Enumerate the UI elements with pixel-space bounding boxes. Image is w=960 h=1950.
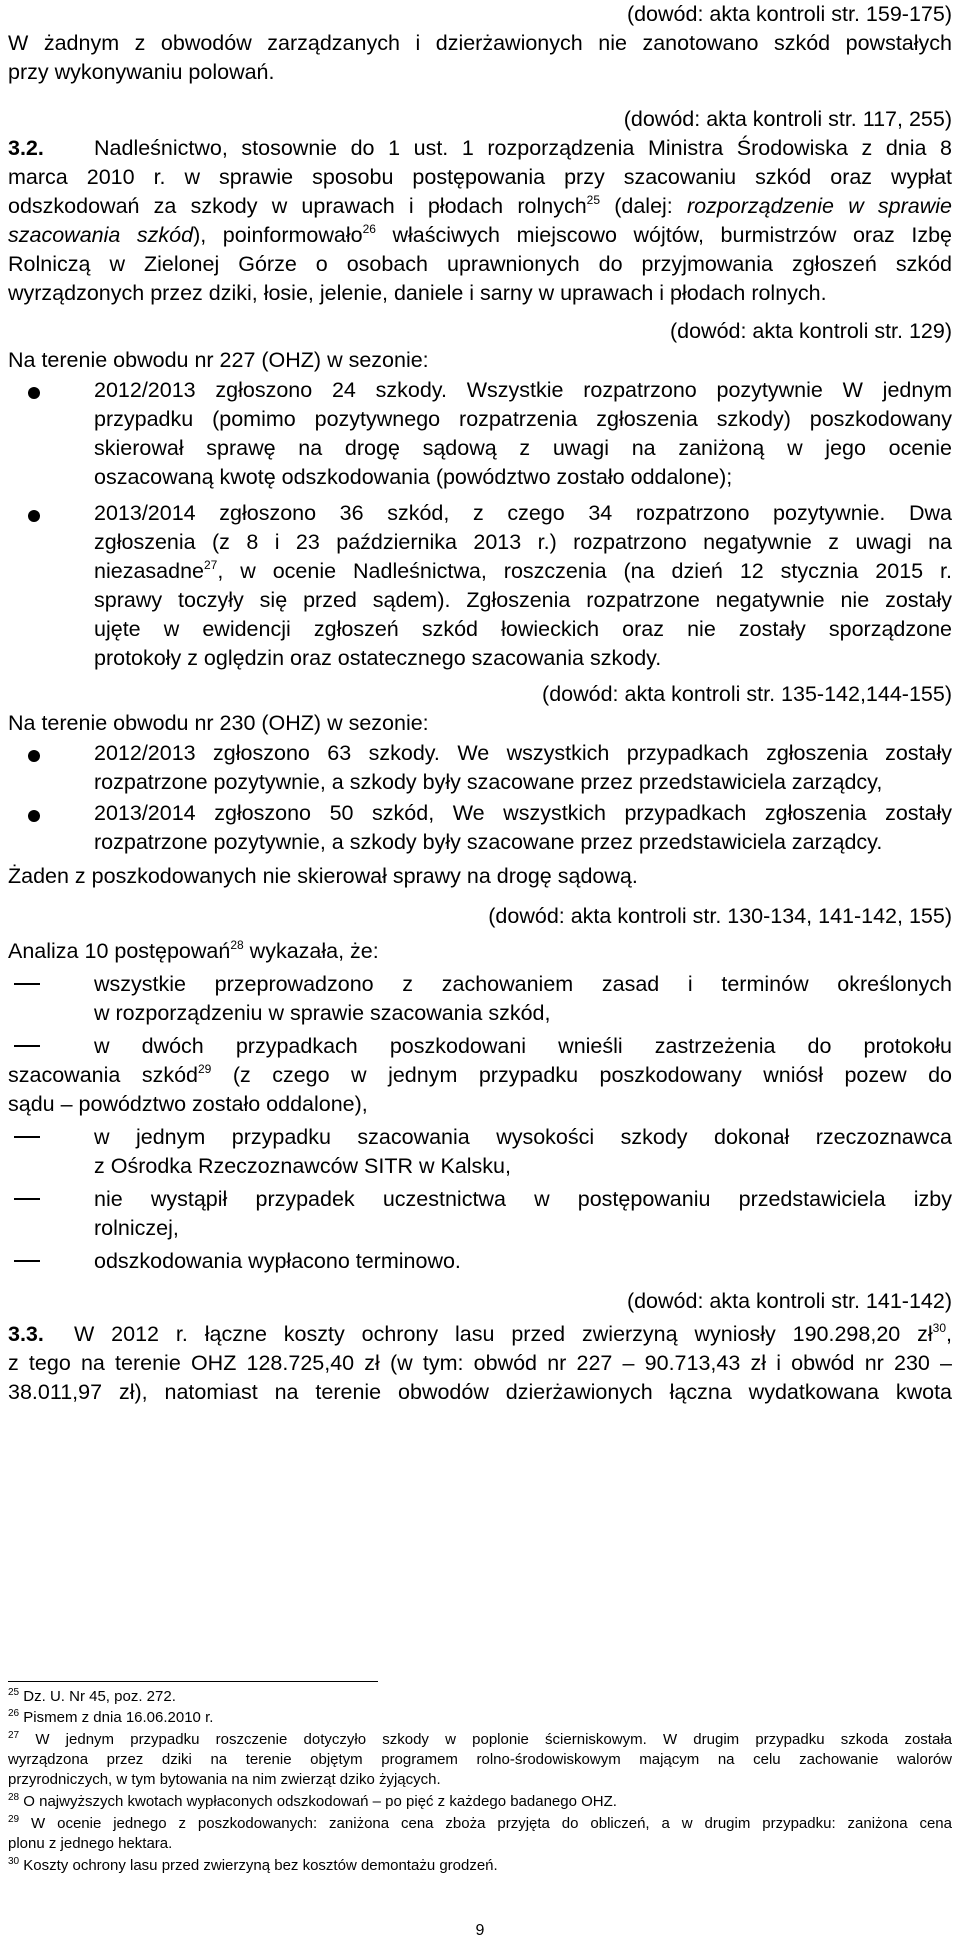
dash-bullet-icon — [14, 1198, 40, 1200]
bullet-icon — [28, 510, 40, 522]
bullet-line: zgłoszenia (z 8 i 23 października 2013 r.) rozpatrzono negatywnie z uwagi na — [94, 530, 952, 554]
list-line: w jednym przypadku szacowania wysokości szkody dokonał rzeczoznawca — [94, 1125, 952, 1149]
footnote-separator — [8, 1681, 378, 1682]
list-line: w dwóch przypadkach poszkodowani wnieśli zastrzeżenia do protokołu — [94, 1034, 952, 1058]
footnote: przyrodniczych, w tym bytowania na nim zwierząt dziko żyjących. — [8, 1771, 441, 1788]
paragraph-line: szacowania szkód), poinformowało$^{26}$ właściwych miejscowo wójtów, burmistrzów oraz Izbę — [8, 222, 952, 247]
footnote: plonu z jednego hektara. — [8, 1835, 173, 1852]
paragraph-line: Rolniczą w Zielonej Górze o osobach uprawnionych do przyjmowania zgłoszeń szkód — [8, 252, 952, 276]
list-line: wszystkie przeprowadzono z zachowaniem zasad i terminów określonych — [94, 972, 952, 996]
list-line: sądu – powództwo zostało oddalone), — [8, 1092, 368, 1116]
paragraph-line: marca 2010 r. w sprawie sposobu postępowania przy szacowaniu szkód oraz wypłat — [8, 165, 952, 189]
footnote: $^{27}$ W jednym przypadku roszczenie dotyczyło szkody w poplonie ścierniskowym. W drugim przypadku szkoda została — [8, 1730, 952, 1748]
bullet-line: sprawy toczyły się przed sądem). Zgłoszenia rozpatrzone negatywnie nie zostały — [94, 588, 952, 612]
paragraph-line: Żaden z poszkodowanych nie skierował sprawy na drogę sądową. — [8, 864, 638, 888]
bullet-line: skierował sprawę na drogę sądową z uwagi na zaniżoną w jego ocenie — [94, 436, 952, 460]
bullet-line: 2012/2013 zgłoszono 63 szkody. We wszystkich przypadkach zgłoszenia zostały — [94, 741, 952, 765]
footnote-ref: 28 — [230, 938, 244, 952]
footnote: $^{25}$ Dz. U. Nr 45, poz. 272. — [8, 1687, 176, 1705]
footnote: $^{30}$ Koszty ochrony lasu przed zwierzyną bez kosztów demontażu grodzeń. — [8, 1856, 498, 1874]
paragraph-line: Analiza 10 postępowań$^{28}$ wykazała, że: — [8, 938, 379, 963]
paragraph-line: Nadleśnictwo, stosownie do 1 ust. 1 rozporządzenia Ministra Środowiska z dnia 8 — [94, 136, 952, 160]
footnote-ref: 30 — [932, 1321, 947, 1335]
list-line: z Ośrodka Rzeczoznawców SITR w Kalsku, — [94, 1154, 511, 1178]
paragraph-line: przy wykonywaniu polowań. — [8, 60, 275, 84]
bullet-line: przypadku (pomimo pozytywnego rozpatrzenia zgłoszenia szkody) poszkodowany — [94, 407, 952, 431]
bullet-line: 2013/2014 zgłoszono 50 szkód, We wszystkich przypadkach zgłoszenia zostały — [94, 801, 952, 825]
bullet-line: 2013/2014 zgłoszono 36 szkód, z czego 34 rozpatrzono pozytywnie. Dwa — [94, 501, 952, 525]
list-line: odszkodowania wypłacono terminowo. — [94, 1249, 461, 1273]
footnote: $^{26}$ Pismem z dnia 16.06.2010 r. — [8, 1708, 214, 1726]
page-number: 9 — [475, 1922, 485, 1939]
bullet-line: rozpatrzone pozytywnie, a szkody były szacowane przez przedstawiciela zarządcy. — [94, 830, 883, 854]
footnote: $^{29}$ W ocenie jednego z poszkodowanych: zaniżona cena zboża przyjęta do obliczeń, a w drugim przypadku: zaniżona cena — [8, 1814, 952, 1832]
dash-bullet-icon — [14, 1045, 40, 1047]
bullet-line: 2012/2013 zgłoszono 24 szkody. Wszystkie rozpatrzono pozytywnie W jednym — [94, 378, 952, 402]
evidence-reference: (dowód: akta kontroli str. 130-134, 141-142, 155) — [488, 904, 952, 928]
footnote-ref: 26 — [362, 222, 376, 236]
footnote: $^{28}$ O najwyższych kwotach wypłaconych odszkodowań – po pięć z każdego badanego OHZ. — [8, 1792, 617, 1810]
paragraph-line: odszkodowań za szkody w uprawach i płodach rolnych$^{25}$ (dalej: rozporządzenie w sprawie — [8, 193, 952, 218]
section-heading: Na terenie obwodu nr 230 (OHZ) w sezonie: — [8, 711, 429, 735]
list-line: nie wystąpił przypadek uczestnictwa w postępowaniu przedstawiciela izby — [94, 1187, 952, 1211]
dash-bullet-icon — [14, 1260, 40, 1262]
section-number: 3.2. — [8, 136, 44, 160]
footnote-ref: 25 — [586, 193, 601, 207]
paragraph-line: z tego na terenie OHZ 128.725,40 zł (w tym: obwód nr 227 – 90.713,43 zł i obwód nr 230 – — [8, 1351, 952, 1375]
bullet-line: ujęte w ewidencji zgłoszeń szkód łowieckich oraz nie zostały sporządzone — [94, 617, 952, 641]
dash-bullet-icon — [14, 1136, 40, 1138]
section-number: 3.3. — [8, 1322, 44, 1346]
dash-bullet-icon — [14, 983, 40, 985]
bullet-line: oszacowaną kwotę odszkodowania (powództwo zostało oddalone); — [94, 465, 733, 489]
footnote-ref: 29 — [197, 1062, 212, 1076]
evidence-reference: (dowód: akta kontroli str. 129) — [669, 319, 952, 343]
bullet-line: niezasadne$^{27}$, w ocenie Nadleśnictwa, roszczenia (na dzień 12 stycznia 2015 r. — [94, 558, 952, 583]
evidence-reference: (dowód: akta kontroli str. 117, 255) — [623, 107, 952, 131]
list-line: szacowania szkód$^{29}$ (z czego w jednym przypadku poszkodowany wniósł pozew do — [8, 1062, 952, 1087]
section-heading: Na terenie obwodu nr 227 (OHZ) w sezonie: — [8, 348, 429, 372]
paragraph-line: W żadnym z obwodów zarządzanych i dzierżawionych nie zanotowano szkód powstałych — [8, 31, 952, 55]
footnote: wyrządzona przez dziki na terenie objętym programem rolno-środowiskowym mającym na celu zachowanie walorów — [8, 1751, 952, 1768]
bullet-line: protokoły z oględzin oraz ostatecznego szacowania szkody. — [94, 646, 662, 670]
list-line: w rozporządzeniu w sprawie szacowania szkód, — [94, 1001, 551, 1025]
evidence-reference: (dowód: akta kontroli str. 141-142) — [626, 1289, 952, 1313]
bullet-icon — [28, 387, 40, 399]
paragraph-line: wyrządzonych przez dziki, łosie, jelenie, daniele i sarny w uprawach i płodach rolnych. — [8, 281, 827, 305]
bullet-icon — [28, 810, 40, 822]
evidence-reference: (dowód: akta kontroli str. 159-175) — [626, 2, 952, 26]
evidence-reference: (dowód: akta kontroli str. 135-142,144-155) — [542, 682, 952, 706]
footnote-ref: 27 — [203, 558, 218, 572]
bullet-line: rozpatrzone pozytywnie, a szkody były szacowane przez przedstawiciela zarządcy, — [94, 770, 883, 794]
paragraph-line: 38.011,97 zł), natomiast na terenie obwodów dzierżawionych łączna wydatkowana kwota — [8, 1380, 952, 1404]
bullet-icon — [28, 750, 40, 762]
paragraph-line: W 2012 r. łączne koszty ochrony lasu przed zwierzyną wyniosły 190.298,20 $zł^{30}$, — [74, 1321, 952, 1346]
list-line: rolniczej, — [94, 1216, 179, 1240]
